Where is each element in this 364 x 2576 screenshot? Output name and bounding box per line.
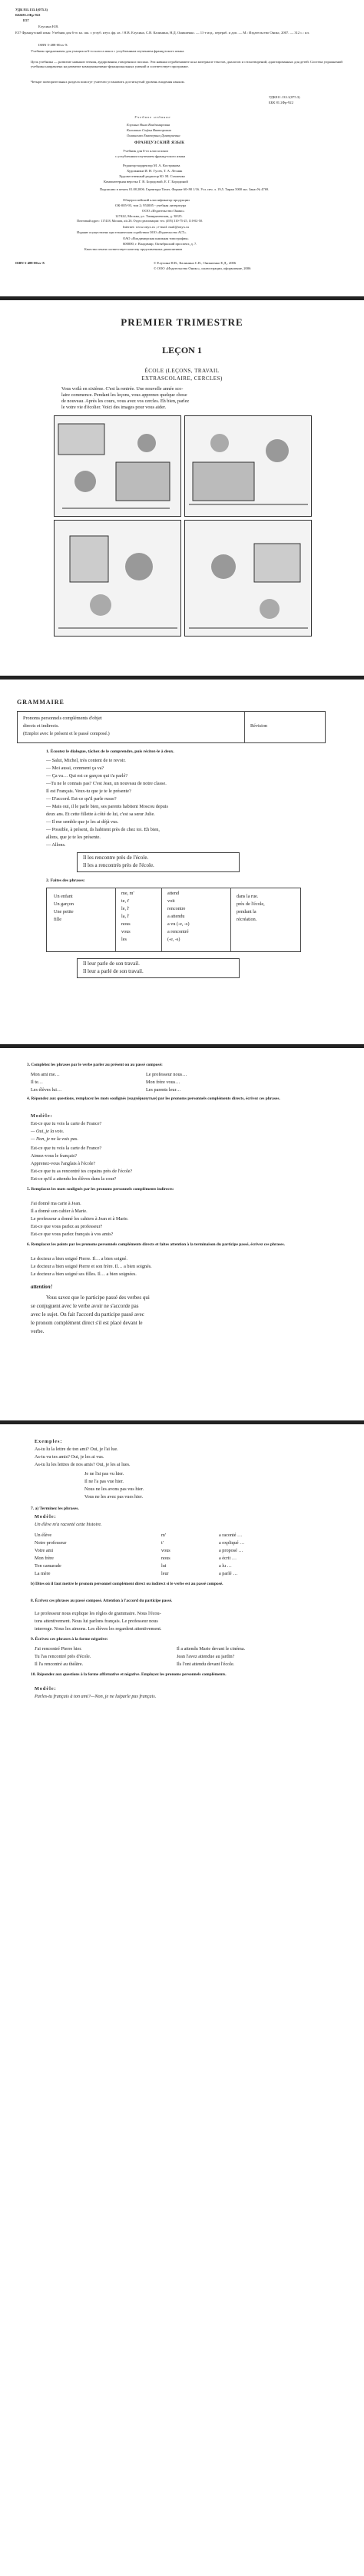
grammar-box-line: Pronoms personnels compléments d'objet bbox=[23, 716, 102, 721]
publisher: ООО «Издательство Оникс» bbox=[142, 209, 185, 213]
ex7-pronoun: leur bbox=[161, 1571, 169, 1576]
printer-2: ОАО «Владимирская книжная типография» bbox=[123, 236, 189, 240]
ex5-line: Le professeur a donné les cahiers à Jean et à Marie. bbox=[31, 1216, 129, 1222]
dialogue-line: — Mais oui, il le parle bien, ses parents habitent Moscou depuis bbox=[46, 804, 168, 809]
attention-text: avec le sujet. On fait l'accord du participe passé avec bbox=[31, 1311, 144, 1318]
page-divider bbox=[0, 1420, 364, 1424]
model-answer: — Oui, je la vois. bbox=[31, 1129, 65, 1134]
artists-credit: Художники И. Н. Гусев, Т. А. Лесняк bbox=[127, 169, 183, 173]
intro-line: de nouveau. Après les cours, vous avez vos cercles. Eh bien, parlez bbox=[61, 398, 190, 404]
table-divider bbox=[115, 888, 116, 952]
ex5-line: Est-ce que vous parlez au professeur? bbox=[31, 1224, 103, 1229]
example-strip-line: Il les a rencontrés près de l'école. bbox=[83, 862, 154, 868]
model-sentence: Parles-tu français à ton ami?—Non, je ne luiparle pas français. bbox=[35, 1694, 157, 1699]
dialogue-line: allons, que je te les présente. bbox=[46, 835, 101, 840]
attention-label: attention! bbox=[31, 1284, 53, 1290]
printer-1: Издание осуществлено при техническом содействии ООО «Издательство АСТ». bbox=[77, 230, 187, 234]
ex7-pronoun: nous bbox=[161, 1556, 170, 1561]
table-cell: le, l' bbox=[121, 906, 130, 911]
table-cell: dans la rue. bbox=[237, 894, 259, 899]
dialogue-line: —Tu ne le connais pas? C'est Jean, un nouveau de notre classe. bbox=[46, 781, 167, 786]
dialogue-line: deux ans. Et cette fillette à côté de lui, c'est sa sœur Julie. bbox=[46, 812, 155, 817]
ex5-line: J'ai donné ma carte à Jean. bbox=[31, 1201, 81, 1206]
ex9-cell: Tu l'as rencontré près d'école. bbox=[35, 1654, 91, 1659]
dialogue-line: — Il me semble que je les ai déjà vus. bbox=[46, 819, 119, 825]
revision-label: Révision bbox=[250, 723, 268, 729]
negative-example: Vous ne les avez pas vues hier. bbox=[84, 1494, 144, 1500]
ex4-line: Est-ce qu'il a attendu les élèves dans la cour? bbox=[31, 1176, 117, 1182]
example-strip-line: Il les rencontre près de l'école. bbox=[83, 855, 149, 861]
author-3: Оникиенко Екатерина Дмитриевна bbox=[127, 134, 180, 137]
intro-line: laire commence. Pendant les leçons, vous apprenez quelque chose bbox=[61, 392, 187, 398]
dialogue-line: — Allons. bbox=[46, 842, 66, 848]
grammar-page bbox=[0, 683, 364, 1037]
table-cell: fille bbox=[54, 917, 61, 922]
exercise-7-title: 7. a) Terminez les phrases. bbox=[31, 1506, 79, 1511]
table-cell: te, t' bbox=[121, 898, 130, 904]
authors-line: Елухина Н.В. bbox=[38, 25, 59, 28]
quality-note: Качество печати соответствует качеству представленных диапозитивов bbox=[84, 247, 183, 251]
exercise-7b: b) Dites où il faut mettre le pronom personnel complément direct ou indirect si le verbe est au passé composé. bbox=[31, 1582, 223, 1586]
page-divider bbox=[0, 1044, 364, 1048]
imprint-page bbox=[0, 0, 364, 292]
attention-text: se conjuguent avec le verbe avoir ne s'accorde pas bbox=[31, 1303, 139, 1309]
ex8-line: tons attentivement. Nous lui parlons français. Le professeur nous bbox=[35, 1619, 158, 1624]
dialogue-line: — Possible, à présent, ils habitent près de chez toi. Eh bien, bbox=[46, 827, 160, 832]
ex3-cell: Mon ami me… bbox=[31, 1072, 60, 1077]
exercise-8-title: 8. Écrivez ces phrases au passé composé. Attention à l'accord du participe passé. bbox=[31, 1599, 173, 1603]
isbn-line: ISBN 5-488-00xx-X bbox=[38, 43, 68, 47]
udk-right: УДК811.133.1(075.3) bbox=[269, 95, 300, 99]
ex7-verb: a expliqué … bbox=[219, 1540, 245, 1546]
trimester-heading: PREMIER TRIMESTRE bbox=[121, 316, 243, 328]
book-title: ФРАНЦУЗСКИЙ ЯЗЫК bbox=[134, 141, 185, 145]
page-divider bbox=[0, 676, 364, 680]
ex6-line: Le docteur a bien soigné Pierre. Il… a bien soigné. bbox=[31, 1256, 127, 1262]
dialogue-line: — D'accord. Est-ce qu'il parle russe? bbox=[46, 796, 117, 802]
grammar-heading: GRAMMAIRE bbox=[17, 699, 65, 706]
ex9-cell: Il l'a rencontré au théâtre. bbox=[35, 1662, 84, 1667]
ok-code: ОК-005-93, том 2; 953005 - учебная литература bbox=[115, 203, 187, 207]
publisher-phone: Почтовый адрес: 117418, Москва, а/я 26. Отдел реализации: тел. (495) 310-75-25, 110-02-50. bbox=[77, 219, 204, 223]
ex4-line: Est-ce que tu vois la carte de France? bbox=[31, 1146, 102, 1151]
ex4-line: Apprenez-vous l'anglais à l'école? bbox=[31, 1161, 96, 1166]
attention-text: Vous savez que le participe passé des verbes qui bbox=[46, 1295, 150, 1301]
ex7-subject: Mon frère bbox=[35, 1556, 54, 1561]
printer-3: 600000, г. Владимир, Октябрьский проспект, д. 7. bbox=[123, 242, 197, 246]
topic-heading-2: EXTRASCOLAIRE, CERCLES) bbox=[141, 375, 223, 382]
editor-credit: Редактор-корректор М. А. Кострикова bbox=[123, 164, 180, 167]
intro-line: le votre vie d'écolier. Voici des images pour vous aider. bbox=[61, 405, 167, 410]
udk-code: УДК 811.133.1(075.3) bbox=[15, 8, 48, 12]
exercise-1-title: 1. Écoutez le dialogue, tâchez de le comprendre, puis récitez-le à deux. bbox=[46, 749, 174, 754]
edition-label: Учебное издание bbox=[134, 115, 171, 119]
ex7-pronoun: vous bbox=[161, 1548, 170, 1553]
ex7-verb: a raconté … bbox=[219, 1533, 243, 1538]
table-cell: près de l'école, bbox=[237, 901, 265, 907]
ex7-pronoun: m' bbox=[161, 1533, 166, 1538]
book-subtitle-2: с углубленным изучением французского языка bbox=[115, 154, 186, 158]
ex8-line: interroge. Nous les aimons. Les élèves les regardent attentivement. bbox=[35, 1626, 162, 1632]
exercise-2-title: 2. Faites des phrases: bbox=[46, 878, 85, 883]
table-divider bbox=[161, 888, 162, 952]
exercise-4-title: 4. Répondez aux questions, remplacez les mots soulignés (мадчёркнутые) par les pronoms personnels compléments directs, écrivez ces phrases. bbox=[27, 1096, 280, 1101]
ex3-cell: Il te… bbox=[31, 1080, 43, 1085]
exercise-9-title: 9. Écrivez ces phrases à la forme négative: bbox=[31, 1637, 108, 1642]
table-cell: pendant la bbox=[237, 909, 256, 914]
ex4-line: Aimez-vous le français? bbox=[31, 1153, 78, 1159]
table-cell: a attendu bbox=[167, 914, 185, 919]
page-divider bbox=[0, 296, 364, 300]
ex3-cell: Les parents leur… bbox=[146, 1087, 181, 1093]
publisher-address: 127422, Москва, ул. Тимирязевская, д. 38/25. bbox=[115, 214, 183, 218]
table-cell: Un enfant bbox=[54, 894, 73, 899]
example-strip-line: Il leur parle de son travail. bbox=[83, 961, 140, 967]
negative-example: Je ne l'ai pas vu hier. bbox=[84, 1471, 124, 1476]
model-sentence: Un élève m'a raconté cette histoire. bbox=[35, 1522, 102, 1527]
ex5-line: Est-ce que vous parlez français à vos amis? bbox=[31, 1232, 114, 1237]
ex7-subject: Ton camarade bbox=[35, 1563, 61, 1569]
grammar-box-line: directs et indirects. bbox=[23, 723, 59, 729]
ex7-pronoun: lui bbox=[161, 1563, 167, 1569]
table-cell: nous bbox=[121, 921, 131, 927]
copyright-2: © ООО «Издательство Оникс», иллюстрации, оформление, 2006 bbox=[154, 266, 251, 270]
model-question: Est-ce que tu vois la carte de France? bbox=[31, 1121, 102, 1126]
table-cell: récréation. bbox=[237, 917, 257, 922]
art-circle-illustration bbox=[54, 520, 181, 637]
ex5-line: Il a donné son cahier à Marie. bbox=[31, 1209, 88, 1214]
description-2: Цель учебника — развитие навыков чтения, аудирования, говорения и письма. Эти навыки отрабатываются на материале текстов, диалогов и стихотворений, адаптированных для детей. Система упражнений учебника направлена на развитие коммуникативно-функциональных умений и соответствует программе. bbox=[31, 60, 342, 69]
ex6-line: Le docteur a bien soigné ses filles. Il… a bien soignées. bbox=[31, 1271, 137, 1277]
classifier: Общероссийский классификатор продукции bbox=[123, 198, 190, 202]
table-cell: la, l' bbox=[121, 914, 130, 919]
attention-text: verbe. bbox=[31, 1328, 45, 1334]
ex3-cell: Mon frère vous… bbox=[146, 1080, 180, 1085]
lesson-page bbox=[0, 303, 364, 668]
ex7-pronoun: t' bbox=[161, 1540, 164, 1546]
exercises-page bbox=[0, 1052, 364, 1413]
ex4-line: Est-ce que tu as rencontré tes copains près de l'école? bbox=[31, 1169, 133, 1174]
table-cell: a vu (-e, -s) bbox=[167, 921, 190, 927]
exercise-3-title: 3. Complétez les phrases par le verbe parler au présent ou au passé composé: bbox=[27, 1063, 163, 1067]
table-cell: (-e, -s) bbox=[167, 937, 180, 942]
dialogue-line: Il est Français. Veux-tu que je te le présente? bbox=[46, 789, 131, 794]
copyright-1: © Елухина Н.В., Калинина С.В., Оникиенко Е.Д., 2006 bbox=[154, 261, 237, 265]
table-cell: rencontre bbox=[167, 906, 186, 911]
description-1: Учебник предназначен для учащихся 6-го класса школ с углубленным изучением французского языка. bbox=[31, 49, 185, 53]
table-cell: a rencontré bbox=[167, 929, 189, 934]
ex7-verb: a lu … bbox=[219, 1563, 232, 1569]
ex7-verb: a proposé … bbox=[219, 1548, 243, 1553]
ex3-cell: Les élèves lui… bbox=[31, 1087, 62, 1093]
dialogue-line: — Salut, Michel, très content de te revoir. bbox=[46, 758, 126, 763]
bbk-code: ББК81.2Фр-922 bbox=[15, 13, 41, 17]
bbk-right: ББК 81.2Фр-922 bbox=[269, 101, 293, 104]
example-strip-line: Il leur a parlé de son travail. bbox=[83, 968, 144, 974]
author-1: Елухина Нина Владимировна bbox=[127, 123, 170, 127]
modele-label: Modèle: bbox=[35, 1514, 57, 1519]
modele-label: Modèle: bbox=[31, 1113, 53, 1119]
lab-illustration bbox=[184, 415, 312, 517]
ex7-subject: Notre professeur bbox=[35, 1540, 67, 1546]
table-cell: me, m' bbox=[121, 891, 134, 896]
ex7-subject: Votre ami bbox=[35, 1548, 54, 1553]
ex8-line: Le professeur nous explique les règles de grammaire. Nous l'écou- bbox=[35, 1611, 161, 1616]
example-line: As-tu lu les lettres de nos amis? Oui, je les ai lues. bbox=[35, 1462, 131, 1467]
negative-example: Il ne l'a pas vue hier. bbox=[84, 1479, 124, 1484]
exemples-label: Exemples: bbox=[35, 1439, 63, 1444]
exercise-10-title: 10. Répondez aux questions à la forme affirmative et négative. Employez les pronoms personnels compléments. bbox=[31, 1672, 227, 1677]
topic-heading-1: ÉCOLE (LEÇONS, TRAVAIL bbox=[144, 368, 220, 374]
tech-editor-credit: Художественный редактор Ю. М. Сташенко bbox=[119, 174, 185, 178]
modele-label: Modèle: bbox=[35, 1686, 57, 1691]
example-line: As-tu lu la lettre de ton ami? Oui, je l'ai lue. bbox=[35, 1447, 118, 1452]
table-cell: voit bbox=[167, 898, 175, 904]
ex7-verb: a écrit … bbox=[219, 1556, 237, 1561]
ex9-cell: Jean l'avez attendue au jardin? bbox=[177, 1654, 235, 1659]
print-signed: Подписано в печать 01.08.2006. Гарнитура Times. Формат 60×90 1/16. Усл. печ. л. 19,5. Тираж 5000 экз. Заказ № 4769. bbox=[99, 187, 270, 191]
ex9-cell: Ils l'ont attendu devant l'école. bbox=[177, 1662, 235, 1667]
ex3-cell: Le professeur nous… bbox=[146, 1072, 187, 1077]
title-line: Е57 Французский язык: Учебник для 6-го кл. шк. с углуб. изуч. фр. яз. / Н.В. Елухина, С.В. Калинина, Н.Д. Оникиенко. — 11-е изд., перераб. и доп. — М.: Издательство Оникс, 2007. — 312 с.: ил. bbox=[15, 31, 309, 35]
classroom-illustration bbox=[54, 415, 181, 517]
music-circle-illustration bbox=[184, 520, 312, 637]
dialogue-line: — Ça va… Qui est ce garçon qui t'a parlé? bbox=[46, 773, 128, 779]
intro-line: Vous voilà en sixième. C'est la rentrée. Une nouvelle année sco- bbox=[61, 386, 184, 392]
publisher-web: Internet: www.onyx.ru ; e-mail: mail@onyx.ru bbox=[123, 225, 189, 229]
exercises-page-2 bbox=[0, 1428, 364, 1797]
table-cell: attend bbox=[167, 891, 180, 896]
ex7-verb: a parlé … bbox=[219, 1571, 238, 1576]
table-cell: Une petite bbox=[54, 909, 74, 914]
ex7-subject: La mère bbox=[35, 1571, 51, 1576]
model-answer: — Non, je ne la vois pas. bbox=[31, 1136, 78, 1142]
book-subtitle-1: Учебник для 6-го класса школ bbox=[123, 149, 169, 153]
ex7-subject: Un élève bbox=[35, 1533, 52, 1538]
example-line: As-tu vu tes amis? Oui, je les ai vus. bbox=[35, 1454, 104, 1460]
attention-text: le pronom complément direct s'il est placé devant le bbox=[31, 1320, 143, 1326]
dialogue-line: — Moi aussi, comment ça va? bbox=[46, 766, 104, 771]
lesson-heading: LEÇON 1 bbox=[162, 345, 202, 355]
grammar-box-divider bbox=[244, 711, 245, 743]
layout-credit: Компьютерная верстка Г. В. Бородовой, Е. Г. Бородиной bbox=[104, 180, 188, 184]
isbn-bottom: ISBN 5-488-00xx-X bbox=[15, 261, 45, 265]
table-cell: vous bbox=[121, 929, 131, 934]
catalog-letter: Е57 bbox=[23, 18, 29, 22]
exercise-6-title: 6. Remplacez les points par les pronoms personnels compléments directs et faites attention à la terminaison du participe passé, écrivez ces phrases. bbox=[27, 1242, 285, 1247]
exercise-5-title: 5. Remplacez les mots soulignés par les pronoms personnels compléments indirects: bbox=[27, 1187, 174, 1192]
table-cell: Un garçon bbox=[54, 901, 74, 907]
author-2: Калинина Софья Викторовна bbox=[127, 128, 171, 132]
table-cell: les bbox=[121, 937, 127, 942]
ex6-line: Le docteur a bien soigné Pierre et son frère. Il… a bien soignés. bbox=[31, 1264, 152, 1269]
grammar-box-line: (Emploi avec le présent et le passé composé.) bbox=[23, 731, 110, 736]
ex9-cell: Il a attendu Marie devant le cinéma. bbox=[177, 1646, 246, 1652]
ex9-cell: J'ai rencontré Pierre hier. bbox=[35, 1646, 82, 1652]
description-3: Четыре повторительных раздела помогут учителю установить достигнутый уровень владения языком. bbox=[31, 80, 185, 84]
table-divider bbox=[230, 888, 231, 952]
negative-example: Nous ne les avons pas vus hier. bbox=[84, 1486, 144, 1492]
